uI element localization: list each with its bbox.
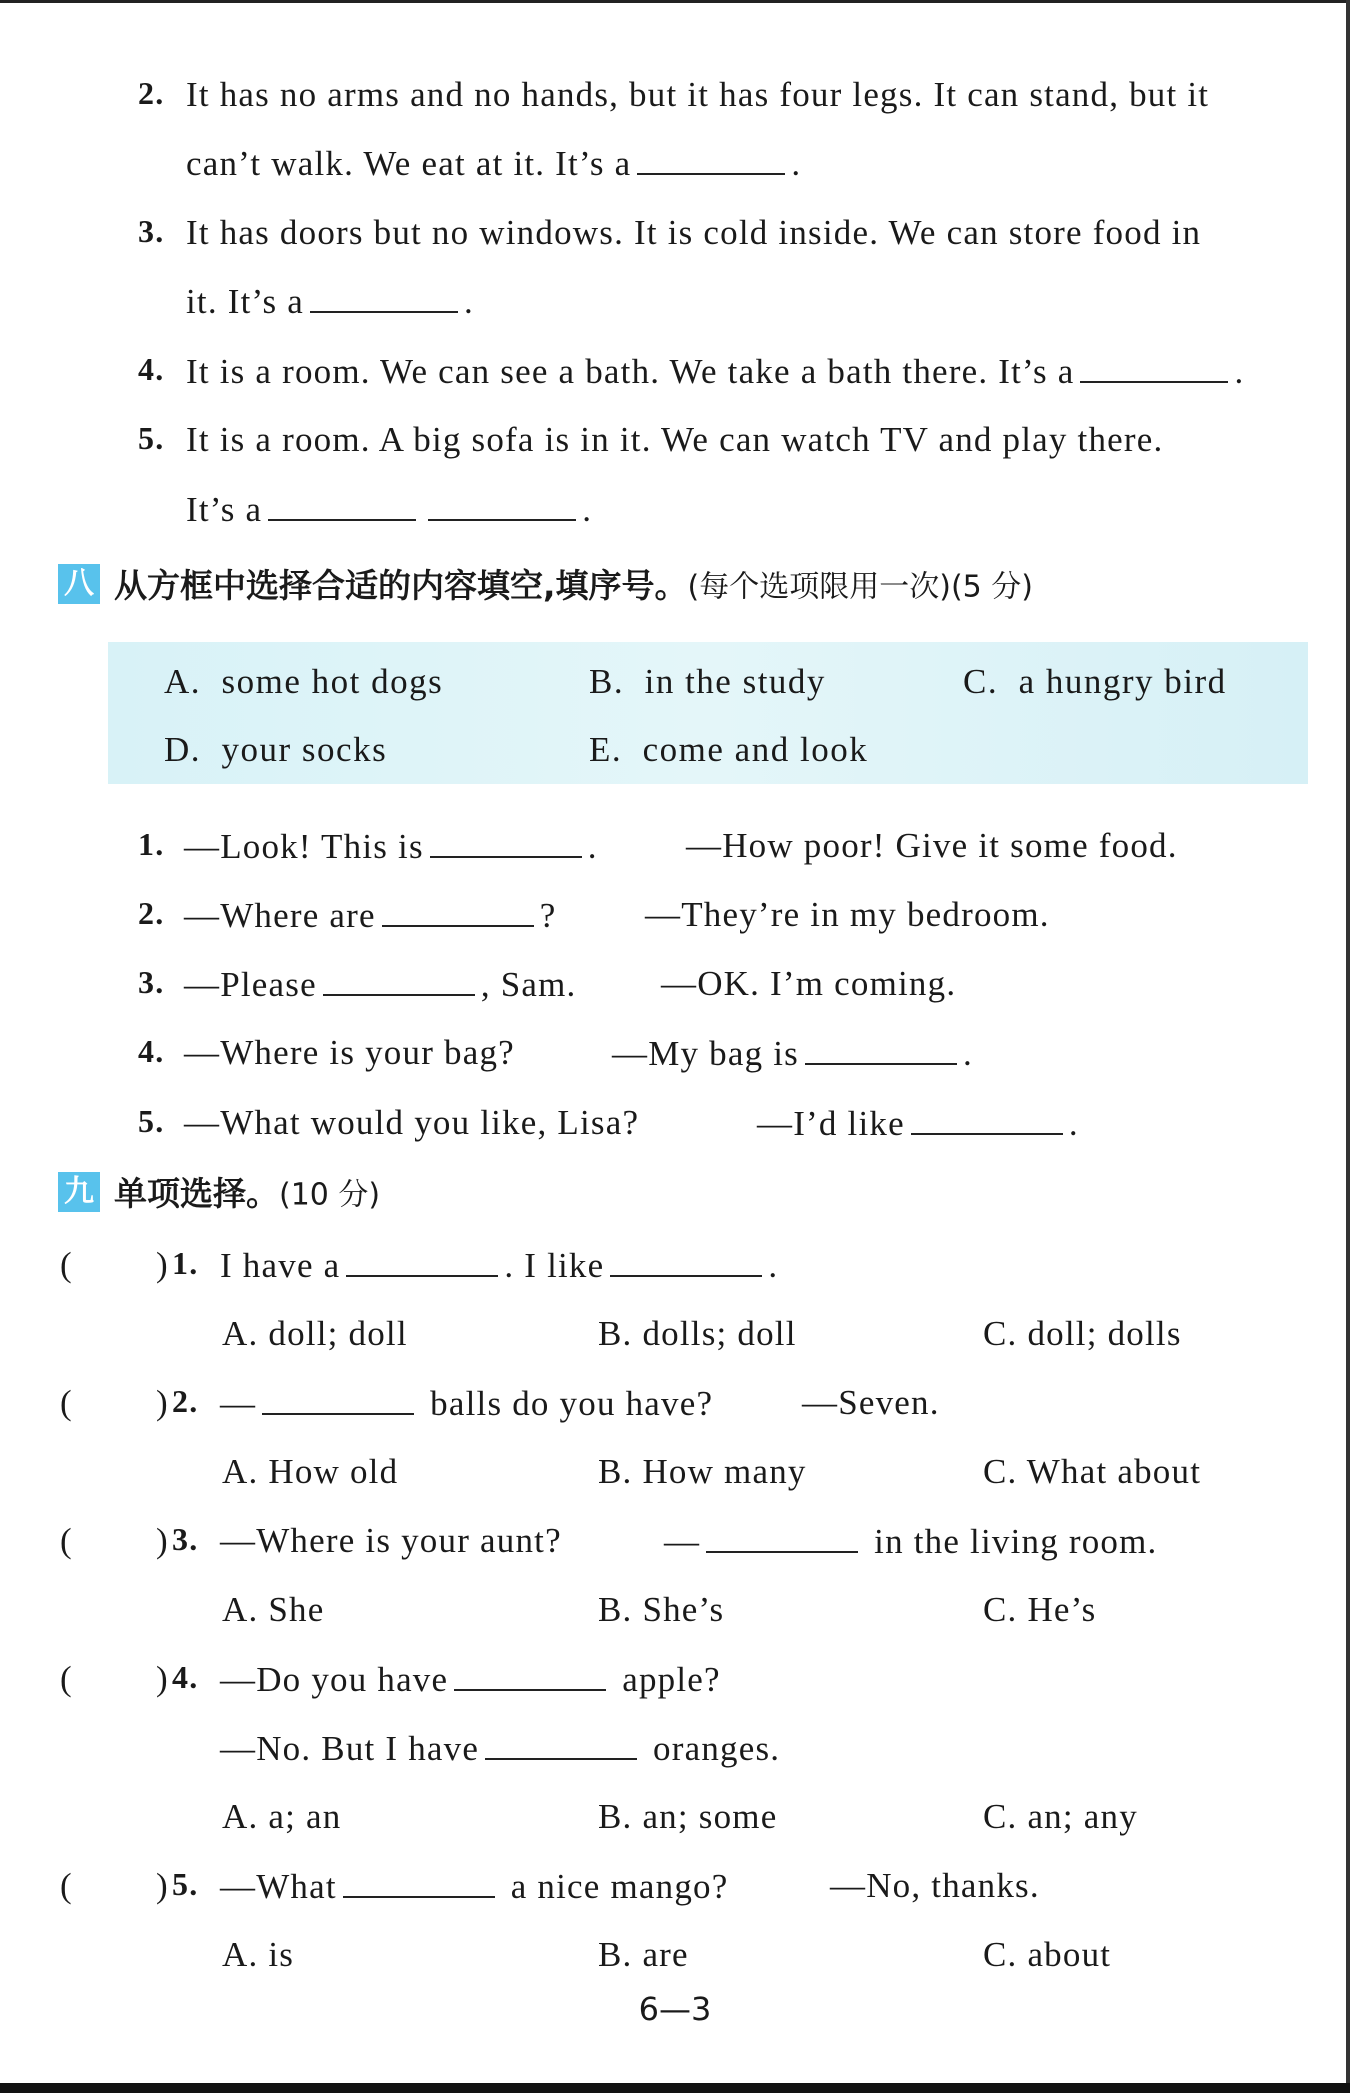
question-text: —What would you like, Lisa? [184, 1103, 640, 1142]
choice-a[interactable]: A. She [222, 1590, 325, 1629]
choice-b[interactable]: B. dolls; doll [598, 1314, 797, 1353]
question-number: 2. [172, 1383, 199, 1419]
question-number: 4. [172, 1659, 199, 1695]
question-text: it. It’s a . [186, 282, 474, 321]
section-9-heading [58, 1168, 380, 1216]
question-text: —Look! This is . [184, 827, 598, 866]
question-text: It’s a . [186, 490, 593, 529]
answer-blank[interactable] [911, 1103, 1063, 1135]
choice-a[interactable]: A. doll; doll [222, 1314, 408, 1353]
section-8-title: 从方框中选择合适的内容填空,填序号。 [114, 566, 688, 605]
question-number: 1. [138, 826, 165, 862]
reply-text: —No, thanks. [830, 1866, 1040, 1905]
page-number: 6—3 [638, 1990, 712, 2028]
answer-blank[interactable] [428, 489, 576, 521]
question-text: It has no arms and no hands, but it has four legs. It can stand, but it [186, 75, 1210, 114]
answer-paren-close: ) [156, 1383, 169, 1422]
answer-blank[interactable] [637, 143, 785, 175]
section-8-badge: 八 [58, 564, 100, 604]
answer-blank[interactable] [454, 1659, 606, 1691]
reply-text: —No. But I have oranges. [220, 1729, 781, 1768]
answer-blank[interactable] [323, 964, 475, 996]
reply-text: —I’d like . [757, 1104, 1079, 1143]
options-box [108, 642, 1308, 784]
choice-c[interactable]: C. He’s [983, 1590, 1097, 1629]
reply-text: —Seven. [802, 1383, 940, 1422]
answer-blank[interactable] [706, 1521, 858, 1553]
reply-text: —How poor! Give it some food. [686, 826, 1178, 865]
question-number: 3. [172, 1521, 199, 1557]
section-8-note: (每个选项限用一次)(5 分) [687, 569, 1033, 605]
option-d: D. your socks [164, 730, 388, 769]
answer-blank[interactable] [430, 826, 582, 858]
question-text: —Do you have apple? [220, 1660, 721, 1699]
question-text: It is a room. A big sofa is in it. We can watch TV and play there. [186, 420, 1164, 459]
choice-b[interactable]: B. are [598, 1935, 689, 1974]
question-text: — balls do you have? [220, 1384, 714, 1423]
question-text: —Where is your bag? [184, 1033, 515, 1072]
answer-paren-open[interactable]: ( [60, 1245, 73, 1284]
question-text: I have a . I like . [220, 1246, 779, 1285]
option-e: E. come and look [589, 730, 869, 769]
reply-text: —They’re in my bedroom. [645, 895, 1050, 934]
choice-a[interactable]: A. How old [222, 1452, 399, 1491]
section-9-note: (10 分) [279, 1177, 381, 1213]
choice-c[interactable]: C. an; any [983, 1797, 1138, 1836]
answer-blank[interactable] [346, 1245, 498, 1277]
page-edge [1346, 0, 1350, 2093]
choice-a[interactable]: A. is [222, 1935, 295, 1974]
question-text: —Please , Sam. [184, 965, 577, 1004]
question-number: 3. [138, 213, 165, 249]
question-text: —What a nice mango? [220, 1867, 729, 1906]
answer-paren-open[interactable]: ( [60, 1521, 73, 1560]
section-8-heading [58, 560, 1033, 608]
answer-paren-close: ) [156, 1659, 169, 1698]
answer-paren-close: ) [156, 1521, 169, 1560]
question-number: 2. [138, 895, 165, 931]
reply-text: —My bag is . [612, 1034, 973, 1073]
choice-c[interactable]: C. What about [983, 1452, 1202, 1491]
answer-blank[interactable] [610, 1245, 762, 1277]
choice-c[interactable]: C. about [983, 1935, 1112, 1974]
section-9-title: 单项选择。 [114, 1174, 279, 1213]
question-number: 3. [138, 964, 165, 1000]
question-number: 2. [138, 75, 165, 111]
answer-blank[interactable] [310, 281, 458, 313]
answer-blank[interactable] [805, 1033, 957, 1065]
section-9-badge: 九 [58, 1172, 100, 1212]
option-b: B. in the study [589, 662, 826, 701]
answer-paren-open[interactable]: ( [60, 1866, 73, 1905]
question-text: It has doors but no windows. It is cold inside. We can store food in [186, 213, 1202, 252]
answer-paren-open[interactable]: ( [60, 1383, 73, 1422]
question-text: can’t walk. We eat at it. It’s a . [186, 144, 802, 183]
choice-b[interactable]: B. an; some [598, 1797, 778, 1836]
answer-blank[interactable] [1080, 351, 1228, 383]
question-text: It is a room. We can see a bath. We take a bath there. It’s a . [186, 352, 1245, 391]
answer-blank[interactable] [268, 489, 416, 521]
question-number: 1. [172, 1245, 199, 1281]
choice-a[interactable]: A. a; an [222, 1797, 342, 1836]
answer-blank[interactable] [262, 1383, 414, 1415]
answer-blank[interactable] [343, 1866, 495, 1898]
question-number: 5. [172, 1866, 199, 1902]
choice-b[interactable]: B. How many [598, 1452, 807, 1491]
answer-blank[interactable] [382, 895, 534, 927]
answer-paren-close: ) [156, 1866, 169, 1905]
choice-c[interactable]: C. doll; dolls [983, 1314, 1182, 1353]
top-rule [0, 0, 1350, 3]
question-text: —Where is your aunt? [220, 1521, 562, 1560]
choice-b[interactable]: B. She’s [598, 1590, 725, 1629]
question-number: 5. [138, 420, 165, 456]
question-text: —Where are ? [184, 896, 557, 935]
question-number: 5. [138, 1103, 165, 1139]
option-a: A. some hot dogs [164, 662, 444, 701]
reply-text: — in the living room. [664, 1522, 1158, 1561]
question-number: 4. [138, 351, 165, 387]
bottom-band [0, 2083, 1350, 2093]
question-number: 4. [138, 1033, 165, 1069]
option-c: C. a hungry bird [963, 662, 1227, 701]
answer-paren-open[interactable]: ( [60, 1659, 73, 1698]
answer-blank[interactable] [485, 1728, 637, 1760]
answer-paren-close: ) [156, 1245, 169, 1284]
reply-text: —OK. I’m coming. [661, 964, 957, 1003]
